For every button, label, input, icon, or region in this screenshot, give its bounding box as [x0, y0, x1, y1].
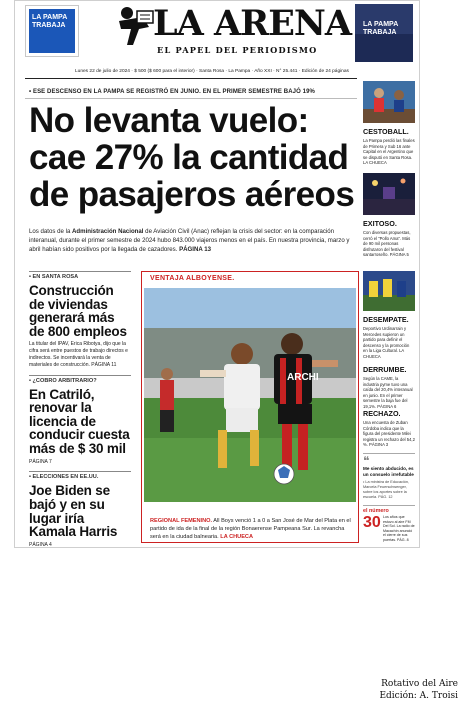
jersey-text: ARCHI [287, 372, 319, 383]
headline-line: de pasajeros aéreos [29, 175, 355, 214]
page-reference: PÁGINA 4 [29, 541, 52, 548]
number-label: el número [363, 508, 389, 514]
newspaper-front-page [14, 0, 420, 548]
reader-mascot-icon [113, 5, 157, 47]
divider [25, 78, 357, 79]
right-column [363, 81, 415, 543]
ad-left-text: LA PAMPA TRABAJA [32, 14, 67, 29]
story-headline-viviendas[interactable]: Construcción de viviendas generará más de 800 empleos [29, 283, 127, 339]
quote-mark-icon: ❝ [363, 454, 370, 468]
left-column [29, 271, 131, 548]
main-story-lede: Los datos de la Administración Nacional de Aviación Civil (Anac) reflejan la crisis del sector: en la comparación interanual, durante el primer semestre de 2024 hubo 843.000 viajeros menos en el país. En nuestra provincia, marzo y abril habían sido positivos por la llegada de cazadores. PÁGINA 13 [29, 228, 350, 254]
quote-text: Me siento abducido, es un consuelo irrefutable [363, 466, 414, 477]
dateline: Lunes 22 de julio de 2024 · $ 500 ($ 600 para el interior) · Santa Rosa · La Pampa · Año XXI · N° 25.441 · Edición de 24 páginas [75, 69, 349, 74]
masthead [15, 1, 420, 69]
number-box [363, 505, 415, 542]
page-reference: PÁGINA 7 [29, 458, 52, 465]
number-value: 30 [363, 514, 381, 531]
credit-editor: Edición: A. Troisi [379, 691, 458, 701]
headline-line: cae 27% la cantidad [29, 138, 349, 177]
brief-desempate[interactable]: DESEMPATE. Deportivo Urdinarrain y Mercedes supieron un partido para definir el descenso y la promoción en la Liga Cultural. LA CHUECA [363, 315, 410, 359]
festival-photo[interactable] [363, 173, 415, 215]
main-headline[interactable] [29, 102, 361, 213]
photo-caption: REGIONAL FEMENINO. All Boys venció 1 a 0 a San José de Mar del Plata en el partido de ida de la final de la región Bonaerense Pampeana Sur. La revancha será en la ciudad balnearia. LA CHUECA [150, 518, 351, 540]
main-story-kicker: • ESE DESCENSO EN LA PAMPA SE REGISTRÓ EN JUNIO. EN EL PRIMER SEMESTRE BAJÓ 19% [29, 89, 315, 95]
newspaper-logo: LA ARENA [153, 3, 352, 44]
brief-cestoball[interactable]: CESTOBALL. La Pampa perdió las finales de Primera y Sub 16 ante Capital en el Argentino que se disputó en Santa Rosa. LA CHUECA [363, 127, 415, 166]
quote-source: • La ministra de Educación, Marcela Feuerschwenger, sobre los aportes sobre la escuela. PÁG. 12 [363, 479, 410, 499]
headline-line: No levanta vuelo: [29, 101, 309, 140]
ad-right-text: LA PAMPA TRABAJA [363, 21, 398, 36]
newspaper-tagline: EL PAPEL DEL PERIODISMO [157, 45, 318, 55]
photo-header: VENTAJA ALBOYENSE. [150, 275, 235, 282]
photo-feature [141, 271, 359, 543]
story-body-viviendas: La titular del IPAV, Erica Ribotya, dijo que la cifra será entre puestos de trabajo directos e indirectos. Se incentivará la venta de materiales de construcción. PÁGINA 11 [29, 341, 128, 368]
quote-box [363, 453, 415, 500]
number-text: Los años que estuvo al aire FM Del Sol. La radio de Macachín anunció el cierre de sus puertas. PÁG. 8 [383, 515, 415, 542]
cestoball-photo[interactable] [363, 81, 415, 123]
credit-program: Rotativo del Aire [381, 679, 458, 689]
credit-block [379, 678, 458, 702]
story-headline-catrilo[interactable]: En Catriló, renovar la licencia de conducir cuesta más de $ 30 mil [29, 386, 130, 456]
section-label: • ¿COBRO ARBITRARIO? [29, 375, 131, 384]
ad-la-pampa-trabaja-left[interactable] [25, 5, 79, 57]
divider [25, 98, 357, 99]
section-label: • ELECCIONES EN EE.UU. [29, 471, 131, 480]
brief-exitoso[interactable]: EXITOSO. Con diversas propuestas, cerró el "Pollo Ama". Más de 90 mil personas disfrutaron del festival santarroseño. PÁGINA 5 [363, 219, 411, 258]
soccer-photo[interactable] [144, 288, 356, 502]
story-headline-biden[interactable]: Joe Biden se bajó y en su lugar iría Kamala Harris [29, 483, 118, 540]
section-label: • EN SANTA ROSA [29, 271, 131, 280]
desempate-photo[interactable] [363, 271, 415, 311]
brief-derrumbe[interactable]: DERRUMBE. Según la CAME, la industria pyme tuvo una caída del 20,4% interanual en junio. En el primer semestre la baja fue del 19,1%. PÁGINA 6 [363, 365, 413, 409]
page-reference[interactable]: PÁGINA 13 [179, 246, 212, 254]
ad-la-pampa-trabaja-right[interactable] [355, 4, 413, 62]
brief-rechazo[interactable]: RECHAZO. Una encuesta de Zuban Córdoba indica que la figura del presidente Milei registra un rechazo del 54,2 %. PÁGINA 3 [363, 409, 415, 448]
soccer-scene-image [144, 288, 356, 502]
